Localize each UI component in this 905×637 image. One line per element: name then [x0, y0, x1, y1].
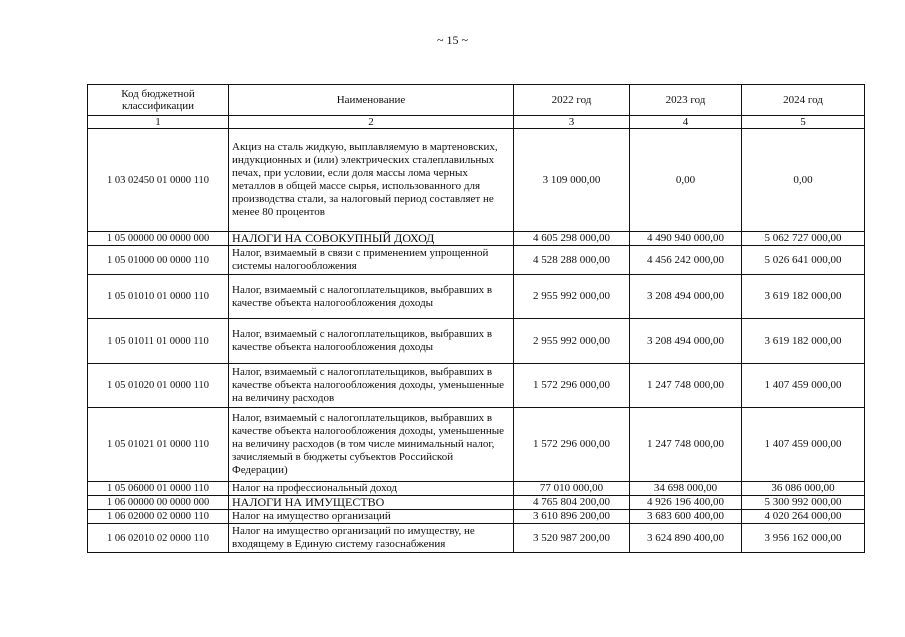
column-number-row: [88, 116, 865, 129]
value-2024: 5 300 992 000,00: [742, 496, 865, 510]
column-number: 2: [229, 116, 514, 129]
value-2022: 1 572 296 000,00: [514, 408, 630, 482]
table-row: [88, 524, 865, 553]
value-2024: 5 062 727 000,00: [742, 232, 865, 246]
table-row: [88, 275, 865, 319]
budget-code: 1 05 01011 01 0000 110: [88, 319, 229, 364]
budget-code: 1 06 02000 02 0000 110: [88, 510, 229, 524]
column-number: 3: [514, 116, 630, 129]
budget-code: 1 06 02010 02 0000 110: [88, 524, 229, 553]
revenue-name: НАЛОГИ НА ИМУЩЕСТВО: [229, 496, 514, 510]
budget-code: 1 05 01010 01 0000 110: [88, 275, 229, 319]
value-2023: 1 247 748 000,00: [630, 364, 742, 408]
value-2023: 34 698 000,00: [630, 482, 742, 496]
budget-revenue-table: [87, 84, 865, 553]
table-row: [88, 129, 865, 232]
budget-code: 1 05 00000 00 0000 000: [88, 232, 229, 246]
value-2022: 4 528 288 000,00: [514, 246, 630, 275]
value-2024: 3 619 182 000,00: [742, 275, 865, 319]
value-2024: 1 407 459 000,00: [742, 408, 865, 482]
revenue-name: Налог, взимаемый в связи с применением упрощенной системы налогообложения: [229, 246, 514, 275]
budget-code: 1 06 00000 00 0000 000: [88, 496, 229, 510]
value-2023: 4 490 940 000,00: [630, 232, 742, 246]
revenue-name: НАЛОГИ НА СОВОКУПНЫЙ ДОХОД: [229, 232, 514, 246]
table-row: [88, 482, 865, 496]
header-code: Код бюджетной классификации: [88, 85, 229, 116]
value-2022: 3 520 987 200,00: [514, 524, 630, 553]
column-number: 5: [742, 116, 865, 129]
value-2024: 4 020 264 000,00: [742, 510, 865, 524]
value-2022: 4 765 804 200,00: [514, 496, 630, 510]
value-2022: 3 109 000,00: [514, 129, 630, 232]
value-2022: 2 955 992 000,00: [514, 275, 630, 319]
page-number: ~ 15 ~: [437, 33, 468, 47]
value-2024: 0,00: [742, 129, 865, 232]
budget-code: 1 05 01020 01 0000 110: [88, 364, 229, 408]
table-row: [88, 319, 865, 364]
value-2023: 4 926 196 400,00: [630, 496, 742, 510]
header-2022: 2022 год: [514, 85, 630, 116]
revenue-name: Налог на профессиональный доход: [229, 482, 514, 496]
value-2023: 0,00: [630, 129, 742, 232]
revenue-name: Налог на имущество организаций по имуществу, не входящему в Единую систему газоснабжения: [229, 524, 514, 553]
value-2023: 1 247 748 000,00: [630, 408, 742, 482]
value-2024: 3 956 162 000,00: [742, 524, 865, 553]
value-2022: 2 955 992 000,00: [514, 319, 630, 364]
value-2023: 3 208 494 000,00: [630, 319, 742, 364]
header-name: Наименование: [229, 85, 514, 116]
header-2023: 2023 год: [630, 85, 742, 116]
value-2023: 3 683 600 400,00: [630, 510, 742, 524]
value-2022: 77 010 000,00: [514, 482, 630, 496]
budget-code: 1 05 01000 00 0000 110: [88, 246, 229, 275]
table-row: [88, 510, 865, 524]
value-2022: 4 605 298 000,00: [514, 232, 630, 246]
revenue-name: Налог, взимаемый с налогоплательщиков, выбравших в качестве объекта налогообложения доходы: [229, 275, 514, 319]
table-row: [88, 246, 865, 275]
revenue-name: Налог на имущество организаций: [229, 510, 514, 524]
revenue-name: Налог, взимаемый с налогоплательщиков, выбравших в качестве объекта налогообложения доходы, уменьшенные на величину расходов: [229, 364, 514, 408]
value-2023: 4 456 242 000,00: [630, 246, 742, 275]
value-2024: 3 619 182 000,00: [742, 319, 865, 364]
table-row: [88, 496, 865, 510]
value-2022: 1 572 296 000,00: [514, 364, 630, 408]
value-2022: 3 610 896 200,00: [514, 510, 630, 524]
table-row: [88, 408, 865, 482]
value-2024: 5 026 641 000,00: [742, 246, 865, 275]
value-2024: 1 407 459 000,00: [742, 364, 865, 408]
table-row: [88, 232, 865, 246]
budget-code: 1 05 01021 01 0000 110: [88, 408, 229, 482]
value-2023: 3 624 890 400,00: [630, 524, 742, 553]
table-header-row: [88, 85, 865, 116]
column-number: 1: [88, 116, 229, 129]
table-row: [88, 364, 865, 408]
header-2024: 2024 год: [742, 85, 865, 116]
budget-code: 1 05 06000 01 0000 110: [88, 482, 229, 496]
column-number: 4: [630, 116, 742, 129]
value-2023: 3 208 494 000,00: [630, 275, 742, 319]
value-2024: 36 086 000,00: [742, 482, 865, 496]
budget-code: 1 03 02450 01 0000 110: [88, 129, 229, 232]
revenue-name: Налог, взимаемый с налогоплательщиков, выбравших в качестве объекта налогообложения доходы, уменьшенные на величину расходов (в том числе минимальный налог, зачисляемый в бюджеты субъектов Российской Федерации): [229, 408, 514, 482]
revenue-name: Акциз на сталь жидкую, выплавляемую в мартеновских, индукционных и (или) электрических сталеплавильных печах, при условии, если доля массы лома черных металлов в общей массе сырья, использованного для производства стали, за налоговый период составляет не менее 80 процентов: [229, 129, 514, 232]
revenue-name: Налог, взимаемый с налогоплательщиков, выбравших в качестве объекта налогообложения доходы: [229, 319, 514, 364]
